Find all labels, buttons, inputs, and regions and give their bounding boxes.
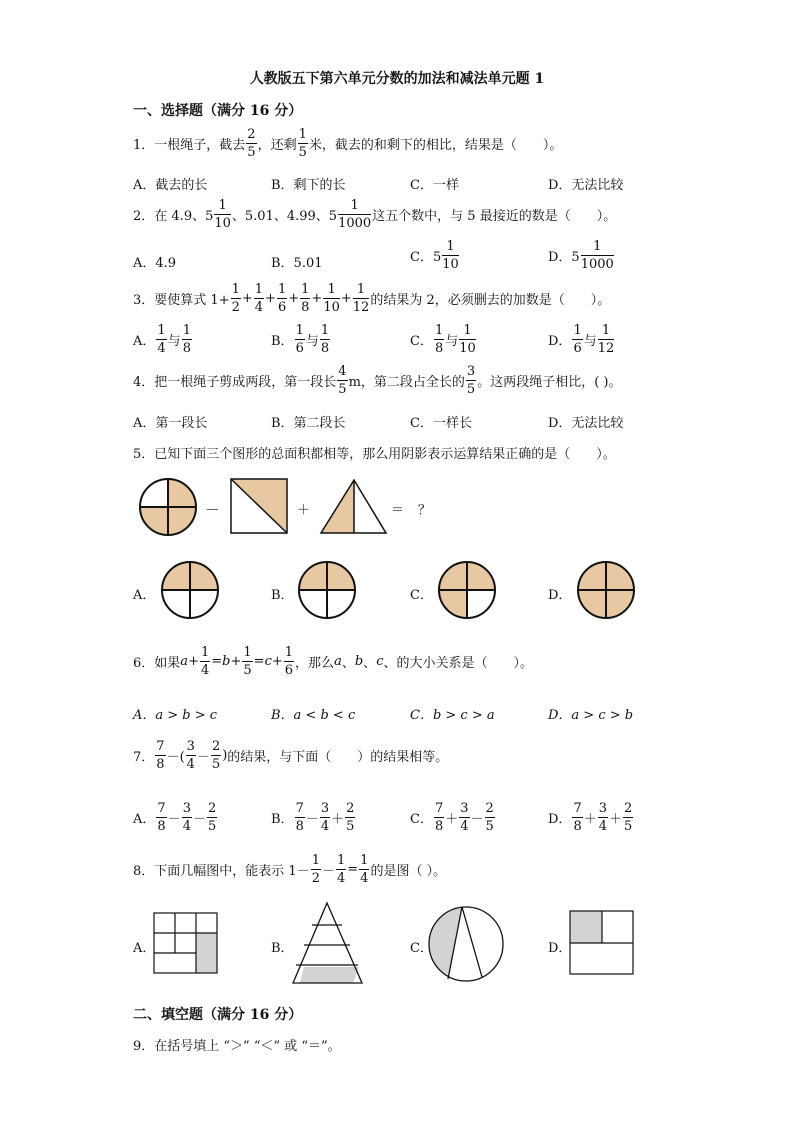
q4-text-3: 。这两段绳子相比，( )。 [477,375,622,390]
q2-option-b[interactable]: B．5.01 [271,256,323,271]
q8-option-a-figure[interactable] [154,913,217,973]
q5-option-b[interactable]: B． [271,588,294,603]
q2-fraction-1: $\frac{1}{10}$ [214,198,231,231]
q4-text-1: 把一根绳子剪成两段，第一段长 [154,375,337,390]
q4-option-c[interactable]: C．一样长 [410,416,472,431]
q2-text-3: 这五个数中，与 5 最接近的数是（ ）。 [372,209,617,224]
q4-option-d[interactable]: D．无法比较 [548,416,624,431]
q3-option-b[interactable]: B． $\frac{1}{6}$ 与 $\frac{1}{8}$ [271,323,330,356]
q7-option-d[interactable]: D． $\frac{7}{8}$ ＋ $\frac{3}{4}$ ＋ $\frac{2}{5}$ [548,801,633,834]
q3-option-d[interactable]: D． $\frac{1}{6}$ 与 $\frac{1}{12}$ [548,323,615,356]
q1-option-a[interactable]: A．截去的长 [133,178,208,193]
question-6: 6． 如果 a + $\frac{1}{4}$ = b + $\frac{1}{5}$ = c + $\frac{1}{6}$ ，那么 a 、 b 、 c 、的大小关系是（ ）。 [133,645,533,678]
q2-text-2: 、5.01、4.99、5 [231,209,338,224]
question-9: 9．在括号填上 “＞” “＜” 或 “＝”。 [133,1039,341,1054]
question-4: 4． 把一根绳子剪成两段，第一段长 $\frac{4}{5}$ m，第二段占全长的 $\frac{3}{5}$ 。这两段绳子相比，( )。 [133,364,622,397]
q6-option-c[interactable]: C．b > c > a [410,708,495,723]
q4-number: 4． [133,375,155,390]
q6-option-b[interactable]: B．a < b < c [271,708,356,723]
q5-equal-sign: ＝ [391,503,405,518]
q5-plus-sign: ＋ [297,503,311,518]
q3-option-c[interactable]: C． $\frac{1}{8}$ 与 $\frac{1}{10}$ [410,323,476,356]
section-choice-heading: 一、选择题（满分 16 分） [133,103,303,119]
q8-option-c-figure[interactable] [429,907,503,981]
q8-option-d-figure[interactable] [570,911,633,974]
q5-minus-sign: － [205,501,221,519]
section-fill-heading: 二、填空题（满分 16 分） [133,1007,303,1023]
q6-option-d[interactable]: D．a > c > b [548,708,634,723]
q1-text-2: ，还剩 [257,138,297,153]
q5-option-a-figure[interactable] [162,562,218,618]
page-title: 人教版五下第六单元分数的加法和减法单元题 1 [249,71,545,87]
q8-option-a[interactable]: A． [133,941,156,956]
q3-text-1: 要使算式 1+ [154,293,230,308]
q5-option-d[interactable]: D． [548,588,572,603]
q2-option-a[interactable]: A．4.9 [133,256,177,271]
q3-number: 3． [133,293,155,308]
q1-fraction-1: $\frac{2}{5}$ [247,127,256,160]
question-3: 3． 要使算式 1+ $\frac{1}{2}$ + $\frac{1}{4}$ + $\frac{1}{6}$ + $\frac{1}{8}$ + $\frac{1}{10}$ + $\frac{1}{12}$ 的结果为 2，必须删去的加数是（ ）。 [133,282,611,315]
question-7: 7． $\frac{7}{8}$ －( $\frac{3}{4}$ － $\frac{2}{5}$ ) 的结果，与下面（ ）的结果相等。 [133,739,449,772]
q4-option-b[interactable]: B．第二段长 [271,416,346,431]
q1-text-3: 米，截去的和剩下的相比，结果是（ ）。 [308,138,563,153]
q2-number: 2． [133,209,155,224]
q3-option-a[interactable]: A． $\frac{1}{4}$ 与 $\frac{1}{8}$ [133,323,191,356]
q2-text-1: 在 4.9、5 [154,209,214,224]
q2-fraction-2: $\frac{1}{1000}$ [338,198,372,231]
q3-text-2: 的结果为 2，必须删去的加数是（ ）。 [370,293,611,308]
q5-option-d-figure[interactable] [578,562,634,618]
q5-option-a[interactable]: A． [133,588,156,603]
q5-circle-figure [140,479,196,535]
q8-option-c[interactable]: C． [410,941,433,956]
q2-option-d[interactable]: D．5 $\frac{1}{1000}$ [548,239,614,272]
q1-text-1: 一根绳子，截去 [154,138,246,153]
q6-option-a[interactable]: A．a > b > c [133,708,218,723]
q2-option-c[interactable]: C．5 $\frac{1}{10}$ [410,239,459,272]
q5-square-figure [231,479,287,533]
q5-option-c[interactable]: C． [410,588,433,603]
q5-option-c-figure[interactable] [439,562,495,618]
q1-number: 1． [133,138,155,153]
q8-option-b[interactable]: B． [271,941,294,956]
question-8: 8． 下面几幅图中，能表示 1－ $\frac{1}{2}$ － $\frac{1}{4}$ = $\frac{1}{4}$ 的是图（ ）。 [133,853,447,886]
q4-text-2: m，第二段占全长的 [348,375,465,390]
q5-option-b-figure[interactable] [299,562,355,618]
q1-option-d[interactable]: D．无法比较 [548,178,624,193]
q7-option-a[interactable]: A． $\frac{7}{8}$ － $\frac{3}{4}$ － $\frac{2}{5}$ [133,801,217,834]
q7-option-b[interactable]: B． $\frac{7}{8}$ － $\frac{3}{4}$ ＋ $\frac{2}{5}$ [271,801,355,834]
question-5: 5．已知下面三个图形的总面积都相等，那么用阴影表示运算结果正确的是（ ）。 [133,447,616,462]
q4-option-a[interactable]: A．第一段长 [133,416,208,431]
q5-triangle-figure [321,480,386,533]
q8-option-d[interactable]: D． [548,941,572,956]
q1-fraction-2: $\frac{1}{5}$ [298,127,307,160]
q1-option-c[interactable]: C．一样 [410,178,459,193]
q5-question-mark: ？ [418,503,432,518]
q1-option-b[interactable]: B．剩下的长 [271,178,346,193]
q7-option-c[interactable]: C． $\frac{7}{8}$ ＋ $\frac{3}{4}$ － $\frac{2}{5}$ [410,801,494,834]
q8-option-b-figure[interactable] [293,903,362,983]
